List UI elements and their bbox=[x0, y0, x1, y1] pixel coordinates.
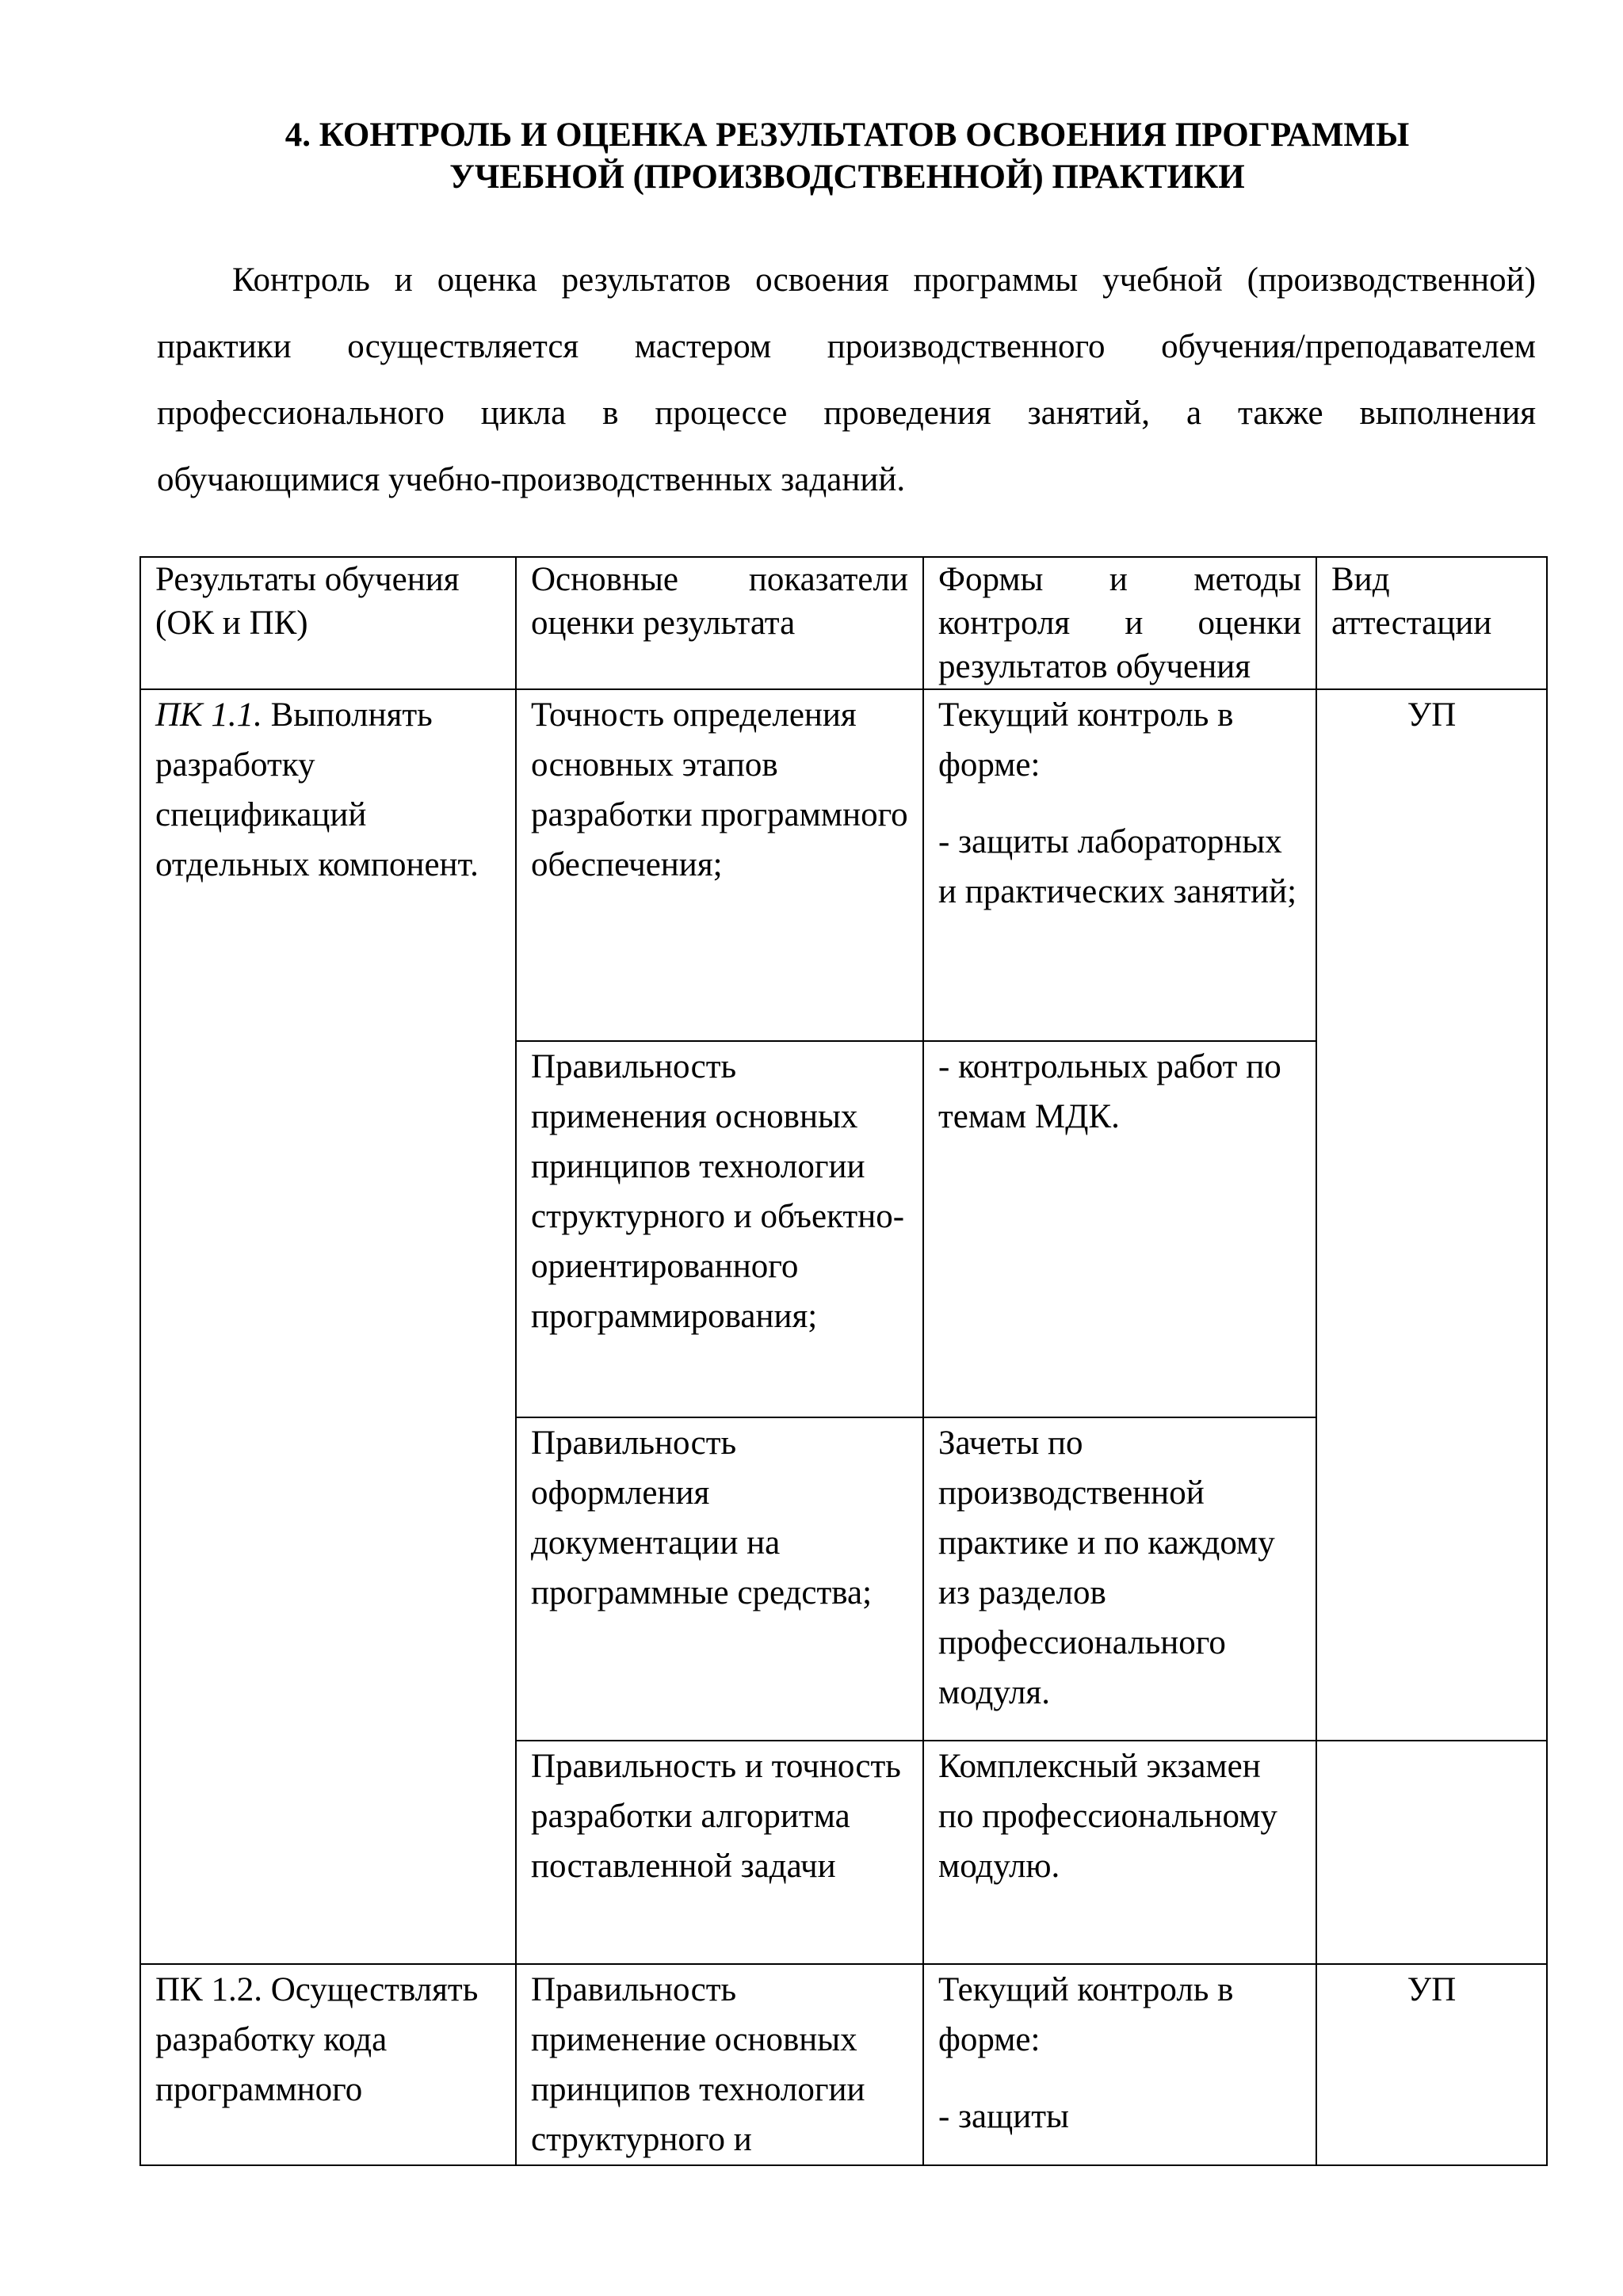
pk-code: ПК 1.1. bbox=[155, 696, 262, 734]
result-cell-pk12: ПК 1.2. Осуществлять разработку кода программного bbox=[140, 1964, 516, 2165]
indicator-cell: Точность определения основных этапов разработки программного обеспечения; bbox=[516, 689, 923, 1041]
result-cell-pk11 bbox=[140, 689, 516, 1964]
form-cell bbox=[923, 1741, 1316, 1964]
header-results: Результаты обучения (ОК и ПК) bbox=[140, 557, 516, 689]
form-line: Зачеты по производственной практике и по каждому из разделов профессионального модуля. bbox=[938, 1425, 1275, 1711]
form-cell bbox=[923, 689, 1316, 1041]
section-title-line-1: 4. КОНТРОЛЬ И ОЦЕНКА РЕЗУЛЬТАТОВ ОСВОЕНИЯ ПРОГРАММЫ bbox=[285, 116, 1410, 154]
header-forms: Формы и методы контроля и оценки результатов обучения bbox=[923, 557, 1316, 689]
form-line: - защиты bbox=[938, 2098, 1069, 2135]
table-row bbox=[140, 689, 1547, 1041]
form-line: Текущий контроль в форме: bbox=[938, 696, 1234, 784]
section-title-line-2: УЧЕБНОЙ (ПРОИЗВОДСТВЕННОЙ) ПРАКТИКИ bbox=[449, 158, 1245, 196]
form-cell bbox=[923, 1964, 1316, 2165]
indicator-cell: Правильность оформления документации на программные средства; bbox=[516, 1417, 923, 1741]
control-table bbox=[139, 556, 1548, 2166]
pk-description: Выполнять разработку спецификаций отдельных компонент. bbox=[155, 696, 479, 883]
form-line: Текущий контроль в форме: bbox=[938, 1971, 1234, 2058]
attestation-cell-empty bbox=[1316, 1741, 1547, 1964]
indicator-cell: Правильность и точность разработки алгоритма поставленной задачи bbox=[516, 1741, 923, 1964]
indicator-cell: Правильность применения основных принципов технологии структурного и объектно-ориентированного программирования; bbox=[516, 1041, 923, 1417]
form-line: - защиты лабораторных и практических занятий; bbox=[938, 823, 1297, 910]
form-cell bbox=[923, 1417, 1316, 1741]
table-header-row bbox=[140, 557, 1547, 689]
header-indicators: Основные показатели оценки результата bbox=[516, 557, 923, 689]
intro-paragraph: Контроль и оценка результатов освоения программы учебной (производственной) практики осуществляется мастером производственного обучения/преподавателем профессионального цикла в процессе проведения занятий, а также выполнения обучающимися учебно-производственных заданий. bbox=[157, 261, 1536, 498]
indicator-cell: Правильность применение основных принципов технологии структурного и bbox=[516, 1964, 923, 2165]
form-line: Комплексный экзамен по профессиональному модулю. bbox=[938, 1748, 1277, 1885]
section-title bbox=[151, 114, 1544, 198]
attestation-cell: УП bbox=[1316, 689, 1547, 1741]
header-attestation: Вид аттестации bbox=[1316, 557, 1547, 689]
attestation-cell: УП bbox=[1316, 1964, 1547, 2165]
table-row bbox=[140, 1964, 1547, 2165]
form-cell bbox=[923, 1041, 1316, 1417]
form-line: - контрольных работ по темам МДК. bbox=[938, 1048, 1281, 1135]
